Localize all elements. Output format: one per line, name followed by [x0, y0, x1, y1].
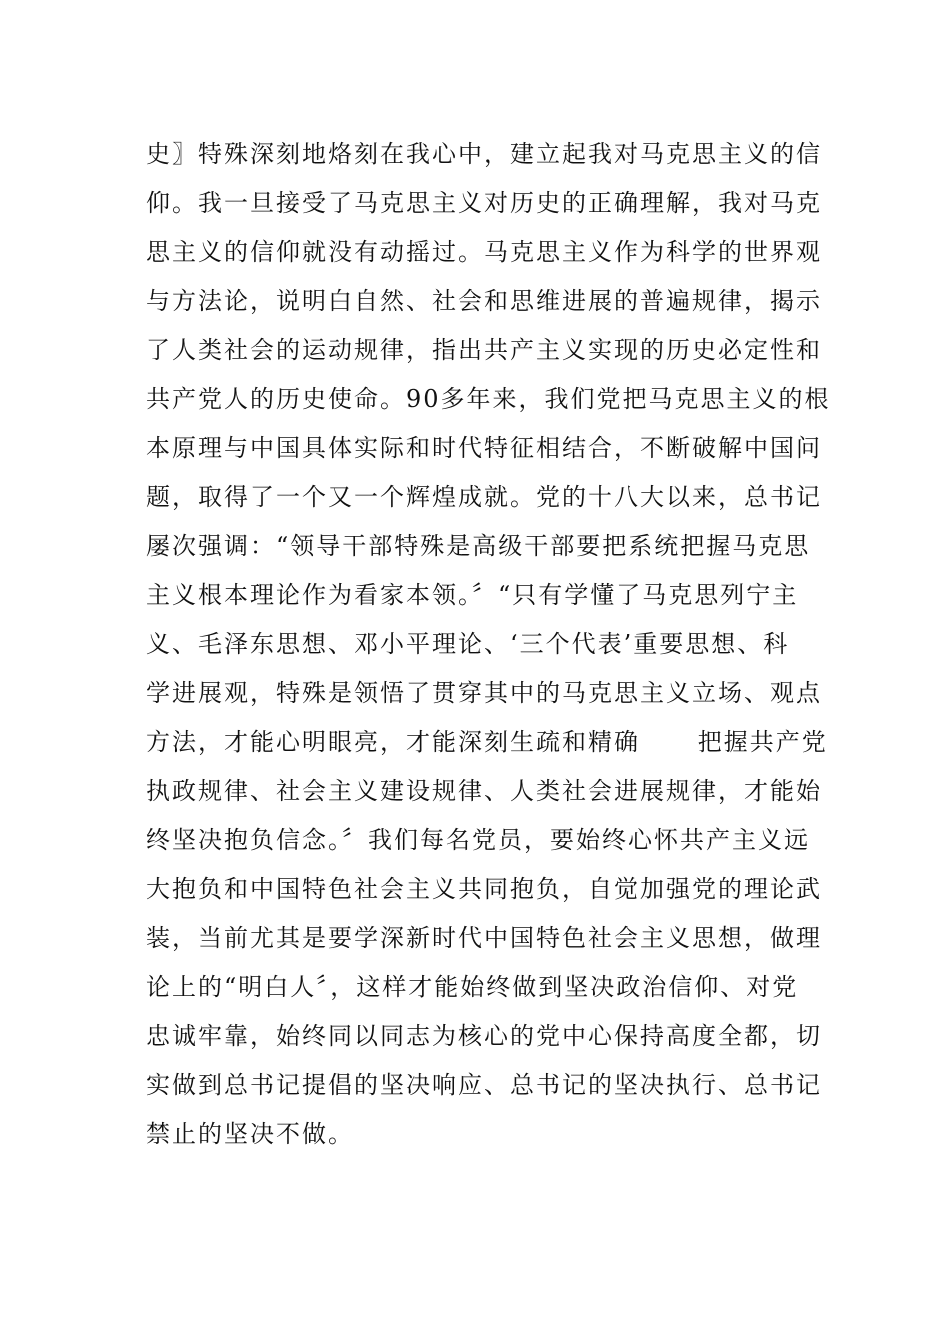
text-line: 主义根本理论作为看家本领。〞“只有学懂了马克思列宁主: [146, 581, 799, 609]
text-line: 题，取得了一个又一个辉煌成就。党的十八大以来，总书记: [146, 483, 822, 511]
text-line: 论上的“明白人〞，这样才能始终做到坚决政治信仰、对党: [146, 973, 799, 1001]
text-line: 共产党人的历史使命。90多年来，我们党把马克思主义的根: [146, 385, 831, 413]
text-line: 实做到总书记提倡的坚决响应、总书记的坚决执行、总书记: [146, 1071, 822, 1099]
text-line: 了人类社会的运动规律，指出共产主义实现的历史必定性和: [146, 336, 822, 364]
text-line: 禁止的坚决不做。: [146, 1120, 354, 1148]
text-line: 终坚决抱负信念。〞我们每名党员，要始终心怀共产主义远: [146, 826, 810, 854]
text-line: 史〗特殊深刻地烙刻在我心中，建立起我对马克思主义的信: [146, 140, 822, 168]
text-line: 大抱负和中国特色社会主义共同抱负，自觉加强党的理论武: [146, 875, 822, 903]
text-line: 忠诚牢靠，始终同以同志为核心的党中心保持高度全都，切: [146, 1022, 822, 1050]
text-line: 学进展观，特殊是领悟了贯穿其中的马克思主义立场、观点: [146, 679, 822, 707]
text-line: 本原理与中国具体实际和时代特征相结合，不断破解中国问: [146, 434, 822, 462]
text-line: 思主义的信仰就没有动摇过。马克思主义作为科学的世界观: [146, 238, 822, 266]
text-line: 方法，才能心明眼亮，才能深刻生疏和精确 把握共产党: [146, 728, 828, 756]
text-line: 执政规律、社会主义建设规律、人类社会进展规律，才能始: [146, 777, 822, 805]
body-paragraph: [146, 130, 831, 1159]
text-line: 屡次强调：“领导干部特殊是高级干部要把系统把握马克思: [146, 532, 811, 560]
text-line: 装，当前尤其是要学深新时代中国特色社会主义思想，做理: [146, 924, 822, 952]
text-line: 与方法论，说明白自然、社会和思维进展的普遍规律，揭示: [146, 287, 822, 315]
text-line: 义、毛泽东思想、邓小平理论、‘三个代表’重要思想、科: [146, 630, 790, 658]
text-line: 仰。我一旦接受了马克思主义对历史的正确理解，我对马克: [146, 189, 822, 217]
